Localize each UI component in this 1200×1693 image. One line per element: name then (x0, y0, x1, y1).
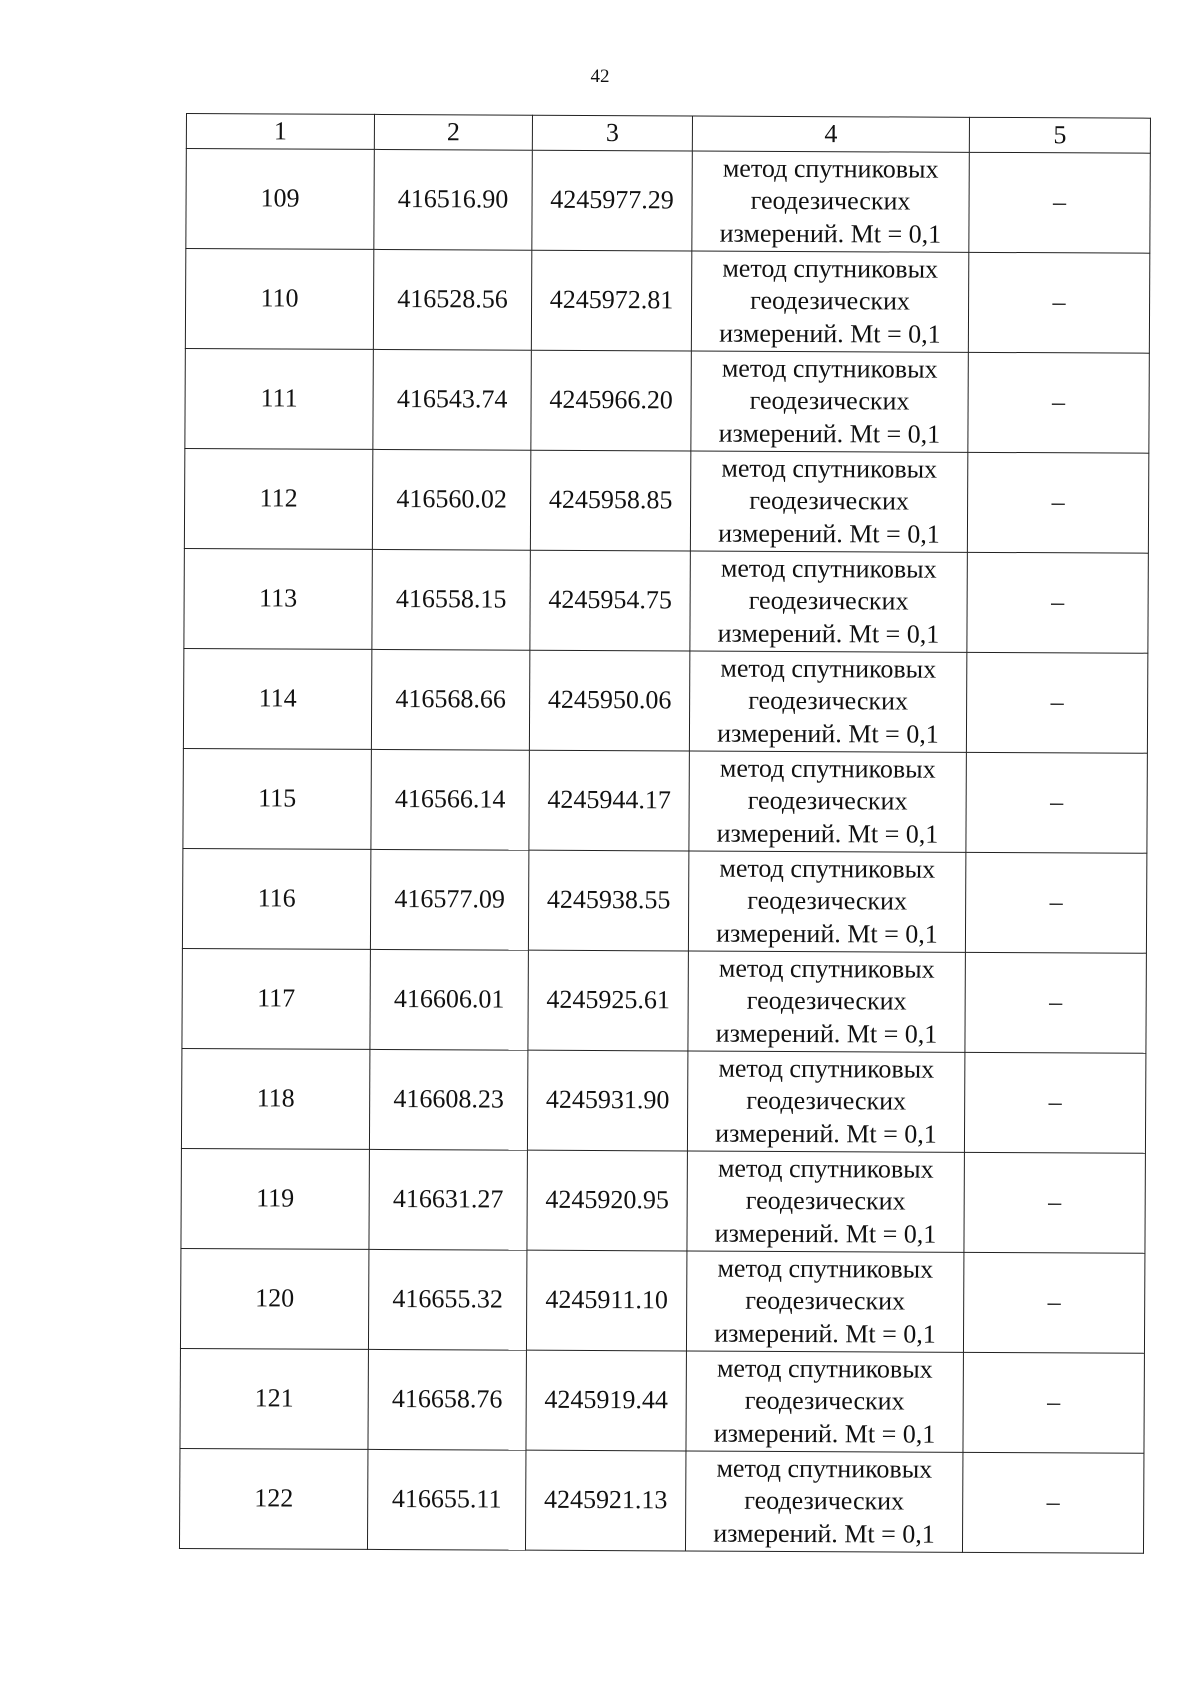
point-number-cell: 112 (184, 448, 372, 549)
method-line: геодезических (745, 1185, 906, 1216)
method-line: метод спутниковых (717, 1253, 934, 1284)
method-line: измерений. Mt = 0,1 (717, 618, 940, 649)
method-line: измерений. Mt = 0,1 (715, 1118, 937, 1149)
table-row (182, 848, 1146, 953)
y-coordinate-cell: 4245950.06 (529, 650, 689, 751)
x-coordinate-cell: 416655.32 (368, 1249, 526, 1350)
x-coordinate-cell: 416577.09 (370, 849, 528, 950)
method-line: геодезических (746, 986, 907, 1016)
method-line: геодезических (745, 1285, 906, 1316)
header-col-3: 3 (532, 115, 692, 151)
description-cell: – (964, 1152, 1145, 1253)
point-number-cell: 122 (179, 1448, 367, 1549)
method-line: измерений. Mt = 0,1 (719, 218, 942, 249)
method-line: измерений. Mt = 0,1 (716, 818, 939, 849)
method-line: метод спутниковых (717, 1153, 934, 1184)
point-number-cell: 120 (180, 1248, 368, 1349)
table-row (180, 1248, 1144, 1353)
description-cell: – (969, 152, 1150, 253)
method-cell (688, 851, 965, 952)
y-coordinate-cell: 4245958.85 (530, 450, 690, 551)
x-coordinate-cell: 416606.01 (370, 949, 528, 1050)
x-coordinate-cell: 416631.27 (369, 1149, 527, 1250)
method-line: геодезических (748, 586, 909, 616)
method-line: измерений. Mt = 0,1 (714, 1218, 937, 1249)
table-row (185, 348, 1149, 453)
method-cell (687, 1051, 964, 1152)
method-cell (686, 1251, 963, 1352)
method-line: геодезических (750, 186, 911, 216)
x-coordinate-cell: 416566.14 (371, 749, 529, 850)
coordinates-table (179, 113, 1151, 1554)
x-coordinate-cell: 416655.11 (367, 1449, 525, 1550)
method-line: измерений. Mt = 0,1 (715, 1018, 938, 1049)
header-row (186, 114, 1150, 154)
method-cell (692, 151, 969, 252)
method-cell (685, 1451, 962, 1552)
method-cell (689, 751, 966, 852)
point-number-cell: 117 (182, 948, 370, 1049)
table-header (186, 114, 1150, 154)
method-line: метод спутниковых (722, 153, 939, 184)
method-line: метод спутниковых (719, 853, 936, 884)
description-cell: – (963, 1252, 1144, 1353)
y-coordinate-cell: 4245920.95 (527, 1150, 687, 1251)
x-coordinate-cell: 416608.23 (369, 1049, 527, 1150)
table-row (179, 1448, 1143, 1553)
table-row (181, 1048, 1145, 1153)
method-line: метод спутниковых (718, 953, 935, 984)
method-line: метод спутниковых (720, 553, 937, 584)
method-cell (687, 1151, 964, 1252)
method-line: измерений. Mt = 0,1 (718, 518, 940, 549)
x-coordinate-cell: 416516.90 (374, 149, 532, 250)
y-coordinate-cell: 4245977.29 (532, 150, 692, 251)
x-coordinate-cell: 416658.76 (368, 1349, 526, 1450)
point-number-cell: 115 (183, 748, 371, 849)
method-line: метод спутниковых (716, 1453, 933, 1484)
method-line: метод спутниковых (716, 1353, 933, 1384)
method-cell (688, 951, 965, 1052)
point-number-cell: 110 (185, 249, 373, 350)
table-row (182, 948, 1146, 1053)
method-line: геодезических (749, 486, 910, 516)
x-coordinate-cell: 416568.66 (371, 649, 529, 750)
method-line: измерений. Mt = 0,1 (718, 418, 941, 449)
y-coordinate-cell: 4245954.75 (530, 550, 690, 651)
method-line: метод спутниковых (721, 353, 938, 384)
method-line: геодезических (748, 686, 909, 716)
header-col-1: 1 (186, 114, 374, 150)
page-number: 42 (590, 66, 610, 87)
y-coordinate-cell: 4245925.61 (528, 950, 688, 1051)
description-cell: – (968, 352, 1149, 453)
method-line: метод спутниковых (718, 1053, 935, 1084)
method-line: измерений. Mt = 0,1 (713, 1418, 936, 1449)
table-row (181, 1148, 1145, 1253)
point-number-cell: 114 (183, 648, 371, 749)
description-cell: – (962, 1452, 1143, 1553)
method-line: измерений. Mt = 0,1 (716, 918, 938, 949)
method-cell (690, 451, 967, 552)
method-cell (691, 351, 968, 452)
method-line: геодезических (744, 1485, 905, 1516)
table-row (180, 1348, 1144, 1453)
method-line: измерений. Mt = 0,1 (717, 718, 939, 749)
method-line: геодезических (744, 1385, 905, 1416)
method-line: геодезических (747, 886, 908, 916)
method-line: метод спутниковых (719, 753, 936, 784)
y-coordinate-cell: 4245944.17 (529, 750, 689, 851)
method-line: геодезических (749, 386, 910, 416)
description-cell: – (965, 952, 1146, 1053)
method-cell (691, 251, 968, 352)
method-line: метод спутниковых (722, 253, 939, 284)
x-coordinate-cell: 416543.74 (373, 349, 531, 450)
description-cell: – (968, 252, 1149, 353)
point-number-cell: 113 (184, 548, 372, 649)
method-cell (690, 551, 967, 652)
header-col-4: 4 (692, 116, 969, 152)
y-coordinate-cell: 4245931.90 (527, 1050, 687, 1151)
method-line: метод спутниковых (720, 653, 937, 684)
y-coordinate-cell: 4245938.55 (528, 850, 688, 951)
table-row (183, 648, 1147, 753)
point-number-cell: 118 (181, 1048, 369, 1149)
y-coordinate-cell: 4245972.81 (531, 250, 691, 351)
description-cell: – (965, 852, 1146, 953)
method-line: геодезических (746, 1086, 907, 1116)
description-cell: – (966, 752, 1147, 853)
point-number-cell: 119 (181, 1148, 369, 1249)
method-line: измерений. Mt = 0,1 (713, 1518, 935, 1549)
table-row (185, 249, 1149, 354)
table-row (184, 448, 1148, 553)
description-cell: – (964, 1052, 1145, 1153)
header-col-2: 2 (374, 114, 532, 150)
point-number-cell: 109 (186, 149, 374, 250)
description-cell: – (963, 1352, 1144, 1453)
x-coordinate-cell: 416560.02 (372, 449, 530, 550)
y-coordinate-cell: 4245919.44 (526, 1350, 686, 1451)
point-number-cell: 116 (182, 848, 370, 949)
method-line: измерений. Mt = 0,1 (719, 318, 941, 349)
method-cell (686, 1351, 963, 1452)
y-coordinate-cell: 4245921.13 (525, 1450, 685, 1551)
table-row (184, 548, 1148, 653)
description-cell: – (966, 652, 1147, 753)
table-row (183, 748, 1147, 853)
point-number-cell: 111 (185, 348, 373, 449)
point-number-cell: 121 (180, 1348, 368, 1449)
table-body (179, 149, 1150, 1554)
table-row (186, 149, 1150, 254)
method-line: геодезических (750, 286, 911, 316)
description-cell: – (967, 452, 1148, 553)
x-coordinate-cell: 416528.56 (373, 249, 531, 350)
method-line: измерений. Mt = 0,1 (714, 1318, 936, 1349)
y-coordinate-cell: 4245911.10 (526, 1250, 686, 1351)
x-coordinate-cell: 416558.15 (372, 549, 530, 650)
header-col-5: 5 (969, 117, 1150, 153)
method-line: метод спутниковых (721, 453, 938, 484)
method-line: геодезических (747, 786, 908, 816)
description-cell: – (967, 552, 1148, 653)
method-cell (689, 651, 966, 752)
y-coordinate-cell: 4245966.20 (531, 350, 691, 451)
